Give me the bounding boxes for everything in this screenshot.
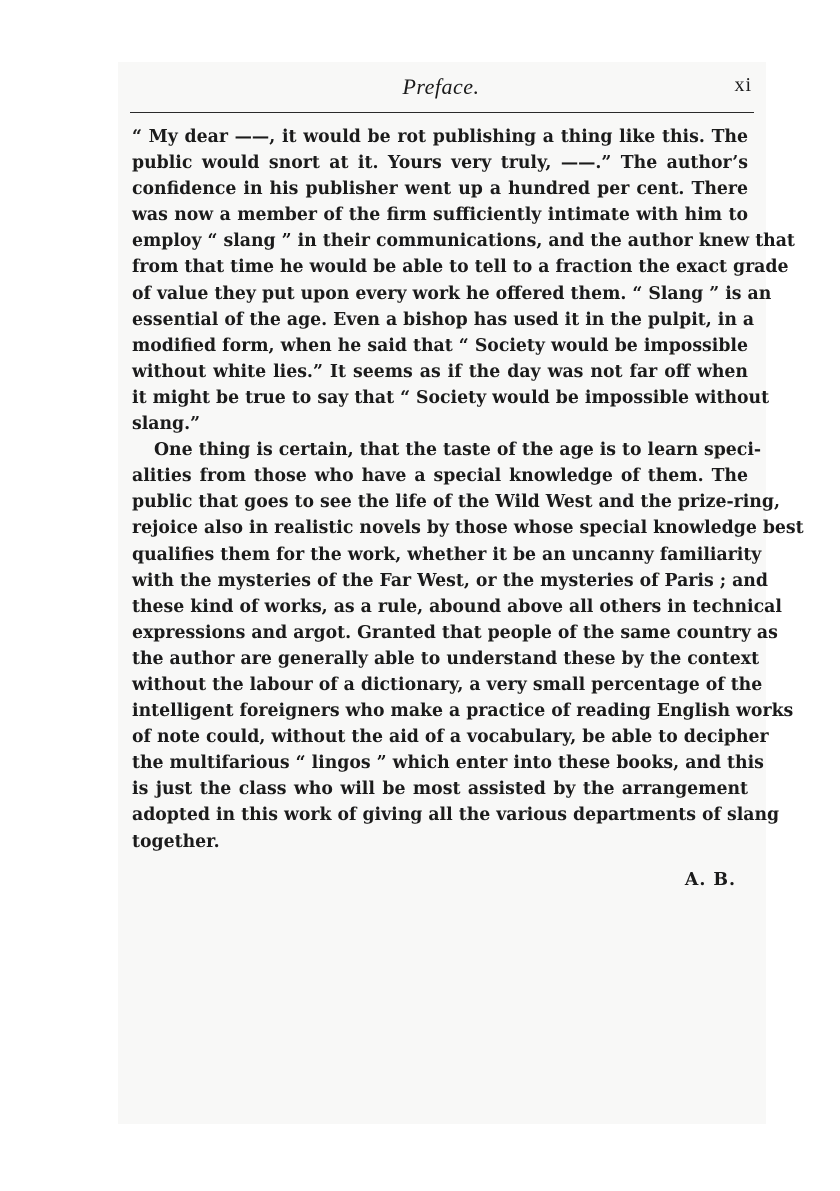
text-line: modified form, when he said that “ Society would be impossible	[132, 335, 748, 356]
paragraph	[132, 437, 804, 855]
text-line: qualifies them for the work, whether it be an uncanny familiarity	[132, 544, 762, 565]
body-text	[132, 124, 804, 855]
text-line: from that time he would be able to tell to a fraction the exact grade	[132, 257, 789, 278]
running-head	[130, 74, 752, 106]
text-line: adopted in this work of giving all the various departments of slang	[132, 805, 780, 826]
text-line: “ My dear ——, it would be rot publishing a thing like this. The	[132, 127, 748, 147]
text-line: essential of the age. Even a bishop has used it in the pulpit, in a	[132, 309, 755, 330]
text-line: the multifarious “ lingos ” which enter into these books, and this	[132, 753, 764, 774]
text-line: is just the class who will be most assisted by the arrangement	[132, 779, 748, 800]
running-head-title: Preface.	[402, 74, 480, 99]
text-line: confidence in his publisher went up a hundred per cent. There	[132, 179, 748, 200]
page-number: xi	[734, 74, 752, 96]
text-line: these kind of works, as a rule, abound above all others in technical	[132, 596, 782, 617]
text-line: rejoice also in realistic novels by those whose special knowledge best	[132, 518, 804, 539]
text-line: intelligent foreigners who make a practice of reading English works	[132, 701, 794, 722]
text-line: the author are generally able to understand these by the context	[132, 648, 760, 669]
header-rule	[130, 112, 754, 113]
text-line: together.	[132, 831, 220, 852]
text-line: expressions and argot. Granted that people of the same country as	[132, 622, 778, 643]
text-line: was now a member of the firm sufficiently intimate with him to	[132, 205, 748, 226]
text-line: alities from those who have a special knowledge of them. The	[132, 466, 748, 487]
text-line: without the labour of a dictionary, a very small percentage of the	[132, 674, 763, 695]
paragraph	[132, 124, 795, 437]
text-line: of value they put upon every work he offered them. “ Slang ” is an	[132, 283, 772, 304]
text-line: slang.”	[132, 414, 201, 435]
text-line: of note could, without the aid of a vocabulary, be able to decipher	[132, 727, 769, 748]
text-line: public would snort at it. Yours very truly, ——.” The author’s	[132, 153, 748, 174]
text-line: public that goes to see the life of the Wild West and the prize-ring,	[132, 492, 780, 513]
text-line: without white lies.” It seems as if the day was not far off when	[132, 361, 748, 382]
text-line: employ “ slang ” in their communications, and the author knew that	[132, 231, 795, 252]
text-line: with the mysteries of the Far West, or the mysteries of Paris ; and	[132, 570, 768, 591]
text-line: it might be true to say that “ Society would be impossible without	[132, 387, 770, 408]
text-line: One thing is certain, that the taste of the age is to learn speci-	[154, 440, 762, 461]
author-initials: A. B.	[684, 870, 736, 890]
